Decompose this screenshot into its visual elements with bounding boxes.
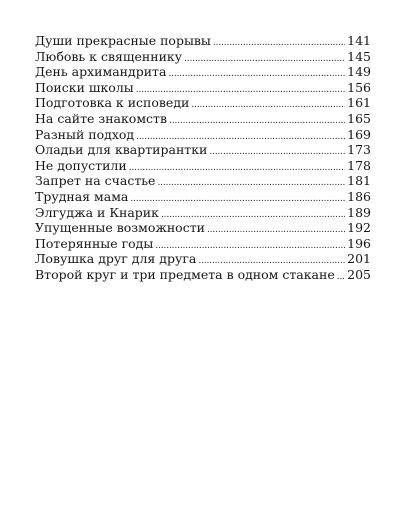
- toc-entry-title: Оладьи для квартирантки: [35, 142, 208, 158]
- toc-entry-title: Элгуджа и Кнарик: [35, 204, 159, 220]
- toc-entry: [35, 236, 371, 252]
- toc-entry-title: Поиски школы: [35, 79, 134, 95]
- toc-entry-page: 156: [347, 79, 371, 95]
- toc-entry: [35, 111, 371, 127]
- toc-entry-title: Разный подход: [35, 126, 135, 142]
- toc-entry-title: Ловушка друг для друга: [35, 251, 197, 267]
- toc-entry-title: Запрет на счастье: [35, 173, 156, 189]
- toc-entry: [35, 49, 371, 65]
- toc-entry: [35, 251, 371, 267]
- toc-entry-title: Не допустили: [35, 157, 127, 173]
- toc-entry-page: 161: [347, 95, 371, 111]
- toc-entry: [35, 33, 371, 49]
- toc-entry-page: 145: [347, 48, 371, 64]
- toc-entry: [35, 173, 371, 189]
- toc-entry-title: Второй круг и три предмета в одном стакане: [35, 266, 335, 282]
- toc-entry-title: Трудная мама: [35, 188, 129, 204]
- toc-entry-title: На сайте знакомств: [35, 110, 168, 126]
- toc-entry-title: Потерянные годы: [35, 235, 154, 251]
- toc-entry: [35, 220, 371, 236]
- toc-entry: [35, 142, 371, 158]
- toc-entry-title: Подготовка к исповеди: [35, 95, 190, 111]
- toc-entry-page: 201: [347, 251, 371, 267]
- toc-entry: [35, 80, 371, 96]
- toc-entry: [35, 205, 371, 221]
- toc-entry: [35, 95, 371, 111]
- toc-entry-title: День архимандрита: [35, 64, 167, 80]
- toc-entry-page: 205: [347, 266, 371, 282]
- toc-entry-page: 189: [347, 204, 371, 220]
- toc-entry-page: 169: [347, 126, 371, 142]
- toc-entry-page: 149: [347, 64, 371, 80]
- toc-entry: [35, 64, 371, 80]
- toc-entry: [35, 267, 371, 283]
- toc-entry-page: 178: [347, 157, 371, 173]
- toc-entry-title: Упущенные возможности: [35, 220, 205, 236]
- toc-entry-page: 141: [347, 33, 371, 48]
- dot-leader: [337, 270, 345, 286]
- toc-entry-title: Любовь к священнику: [35, 48, 183, 64]
- toc-entry-title: Души прекрасные порывы: [35, 33, 211, 48]
- toc-entry: [35, 127, 371, 143]
- toc-entry-page: 196: [347, 235, 371, 251]
- toc-entry-page: 165: [347, 110, 371, 126]
- toc-entry: [35, 189, 371, 205]
- toc-entry: [35, 158, 371, 174]
- toc-entry-page: 173: [347, 142, 371, 158]
- toc-entry-page: 192: [347, 220, 371, 236]
- table-of-contents: [35, 33, 371, 283]
- toc-entry-page: 181: [347, 173, 371, 189]
- toc-entry-page: 186: [347, 188, 371, 204]
